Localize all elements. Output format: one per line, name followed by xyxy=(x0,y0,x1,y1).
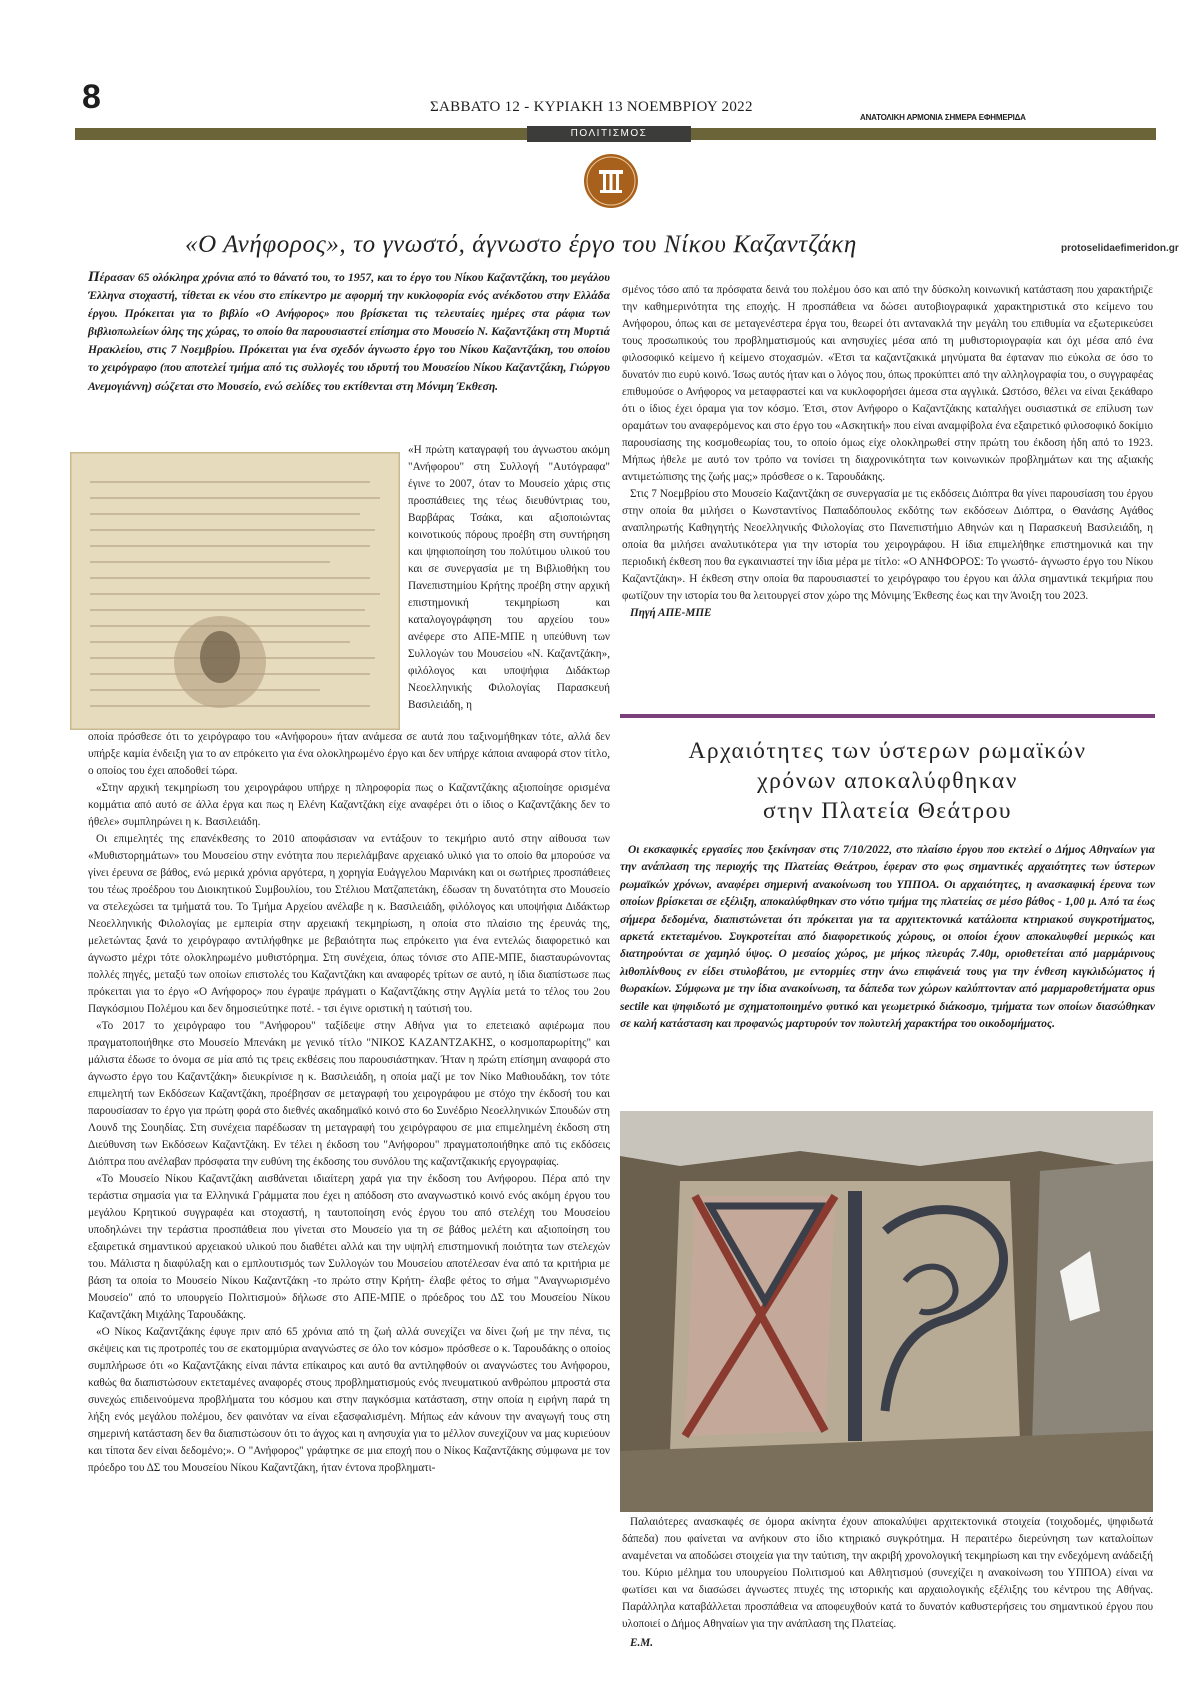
article2-signature: Ε.Μ. xyxy=(630,1637,654,1649)
article1-paragraph: «Στην αρχική τεκμηρίωση του χειρογράφου υπήρχε η πληροφορία πως ο Καζαντζάκης αξιοποίησε ορισμένα κομμάτια από αυτό σε άλλα έργα και πως η Ελένη Καζαντζάκη είχε αναφέρει ότι ο ίδιος ο Καζαντζάκης δεν το ήθελε» συμπληρώνει η κ. Βασιλειάδη. xyxy=(88,782,610,828)
article1-paragraph: «Το 2017 το χειρόγραφο του "Ανήφορου" ταξίδεψε στην Αθήνα για το επετειακό αφιέρωμα που πραγματοποιήθηκε στο Μουσείο Μπενάκη με γενικό τίτλο "ΝΙΚΟΣ ΚΑΖΑΝΤΖΑΚΗΣ, ο κοσμοπαρωρίτης" και μάλιστα έδωσε το όνομα σε μία από τις τρεις εκθέσεις που παρουσιάστηκαν. Ήταν η πρώτη επίσημη αναφορά στο άγνωστο έργο του Καζαντζάκη» διευκρίνισε η κ. Βασιλειάδη, η οποία μαζί με τον Νίκο Μαθιουδάκη, τον τότε επιμελητή των Εκδόσεων Καζαντζάκη, προέβησαν σε μεταγραφή του χειρογράφου με στόχο την έκδοσή του και παρουσίασαν το έργο για πρώτη φορά στο διεθνές ακαδημαϊκό κοινό στο 6ο Συνέδριο Νεοελληνικών Σπουδών στη Λουνδ της Σουηδίας. Στη συνέχεια παρέδωσαν τη μεταγραφή του χειρόγραφου σε μια επιμελημένη έκδοση στη Διεύθυνση των Εκδόσεων Καζαντζάκη. Εν τέλει η έκδοση του "Ανήφορου" πραγματοποιήθηκε από τις εκδόσεις Διόπτρα που ανέλαβαν πρόσφατα την ευθύνη της έκδοσης του συνόλου της καζαντζακικής εργογραφίας. xyxy=(88,1020,610,1168)
emblem-pillar-mid xyxy=(610,174,613,190)
page-number: 8 xyxy=(82,78,101,116)
article1-paragraph: Οι επιμελητές της επανέκθεσης το 2010 αποφάσισαν να εντάξουν το τεκμήριο αυτό στην αίθουσα των «Μυθιστορημάτων» του Μουσείου στην ενότητα που περιελάμβανε αρχειακό υλικό για το οποίο θα μπορούσε να γίνει έρευνα σε βάθος, ενώ μερικά χρόνια αργότερα, η χορηγία Ευάγγελου Μαρινάκη και οι σωτήριες προσπάθειες του τέως προέδρου του Διοικητικού Συμβουλίου, του Στέλιου Ματζαπετάκη, έδωσαν τη δυνατότητα στο Μουσείο να στελεχώσει τα τμήματά του. Το Τμήμα Αρχείου ανέλαβε η κ. Βασιλειάδη, φιλόλογος και υποψήφια Διδάκτωρ Νεοελληνικής Φιλολογίας με εμπειρία στην αρχειακή τεκμηρίωση, η οποία στο πλαίσιο της έρευνάς της, μελετώντας ξανά το χειρόγραφο αντιλήφθηκε με βεβαιότητα πως επρόκειτο για ένα εντελώς διαφορετικό και άγνωστο μέχρι τότε ολοκληρωμένο μυθιστόρημα. Στη συνέχεια, όπως τόνισε στο ΑΠΕ-ΜΠΕ, διασταυρώνοντας πολλές πηγές, μεταξύ των οποίων επιστολές του Καζαντζάκη και αναφορές τρίτων σε αυτό, η ίδια διαπίστωσε πως πρόκειται για το έργο «Ο Ανήφορος» που έγραψε πράγματι ο Καζαντζάκης στην Αγγλία μετά το τέλος του 2ου Παγκόσμιου Πολέμου και δεν δημοσιεύτηκε ποτέ. - τσι έγινε οριστική η ταύτισή του. xyxy=(88,833,610,1015)
article1-paragraph: σμένος τόσο από τα πρόσφατα δεινά του πολέμου όσο και από την δύσκολη κοινωνική κατάσταση που χαρακτήριζε την καθημερινότητα της εποχής. Η προσπάθεια να δώσει αυτοβιογραφικά χαρακτηριστικά στο κείμενο του Ανήφορου, όπως και σε μεταγενέστερα έργα του, θεωρεί ότι αντανακλά την μεγάλη του επιθυμία να εξωτερικεύσει τους προσωπικούς του προβληματισμούς και ανησυχίες μέσα από τη μυθιστοριογραφία και όχι μέσα από ένα φιλοσοφικό κείμενο ή κείμενο στοχασμών. «Έτσι τα καζαντζακικά μηνύματα θα έφταναν πιο εύκολα σε όσο το δυνατόν πιο ευρύ κοινό. Ίσως αυτός ήταν και ο λόγος που, όπως προκύπτει από την αλληλογραφία του, ο συγγραφέας επιθυμούσε ο Ανήφορος να μεταφραστεί και να κυκλοφορήσει άμεσα στα αγγλικά. Ωστόσο, θέλει να είναι ξεκάθαρο ότι ο ίδιος έχει όραμα για τον κόσμο. Έτσι, στον Ανήφορο ο Καζαντζάκης καταλήγει ουσιαστικά σε επίλυση των οραμάτων του αναφερόμενος και στο έργο του «Ασκητική» που είναι αναμφίβολα ένα εξαιρετικό φιλοσοφικό δοκίμιο παρουσίασης της κοσμοθεωρίας του, το οποίο όμως είχε ολοκληρωθεί στην πρώτη του έκδοση ήδη από το 1923. Μήπως ήθελε με αυτό τον τρόπο να τονίσει τη διαχρονικότητα των κοινωνικών προβλημάτων και της αξιακής αντιμετώπισης της ζωής μας;» πρόσθεσε ο κ. Ταρουδάκης. xyxy=(622,284,1153,483)
emblem-pillar-right xyxy=(616,174,619,190)
article2-body: Παλαιότερες ανασκαφές σε όμορα ακίνητα έχουν αποκαλύψει αρχιτεκτονικά στοιχεία (τοιχοδομές, ψηφιδωτά δάπεδα) που φαίνεται να ανήκουν στο ίδιο κτηριακό συγκρότημα. Η περαιτέρω διερεύνηση των καταλοίπων αναμένεται να αποδώσει στοιχεία για την ταύτιση, την ακριβή χρονολογική τεκμηρίωση και την ενδεχόμενη ανάδειξή του. Κύριο μέλημα του υπουργείου Πολιτισμού και Αθλητισμού (συνεχίζει η ανακοίνωση του ΥΠΠΟΑ) είναι να φωτίσει και να διασώσει άγνωστες πτυχές της ιστορικής και αρχαιολογικής εξέλιξης του κέντρου της Αθήνας. Παράλληλα καταβάλλεται προσπάθεια να αποφευχθούν κατά το δυνατόν καθυστερήσεις του σημαντικού έργου που υλοποιεί ο Δήμος Αθηναίων για την ανάπλαση της Πλατείας. xyxy=(622,1516,1153,1630)
article1-lead: Πέρασαν 65 ολόκληρα χρόνια από το θάνατό του, το 1957, και το έργο του Νίκου Καζαντζάκη, του μεγάλου Έλληνα στοχαστή, τίθεται εκ νέου στο επίκεντρο με αφορμή την κυκλοφορία ενός ανέκδοτου στην Ελλάδα έργου. Πρόκειται για το βιβλίο «Ο Ανήφορος» που βρίσκεται τις τελευταίες ημέρες στα ράφια των βιβλιοπωλείων όλης της χώρας, το οποίο θα παρουσιαστεί επίσημα στο Μουσείο Ν. Καζαντζάκη στη Μυρτιά Ηρακλείου, στις 7 Νοεμβρίου. Πρόκειται για ένα σχεδόν άγνωστο έργο του Νίκου Καζαντζάκη, του οποίου το χειρόγραφο (που αποτελεί τμήμα από τις συλλογές του ιδρυτή του Μουσείου Νίκου Καζαντζάκη, Γιώργου Ανεμογιάννη) σώζεται στο Μουσείο, ενώ σελίδες του εκτίθενται στη Μόνιμη Έκθεση. xyxy=(88,269,610,393)
article2-headline-line: χρόνων αποκαλύφθηκαν xyxy=(757,768,1018,794)
mosaic-image xyxy=(620,1111,1153,1512)
masthead-logo: ΑΝΑΤΟΛΙΚΗ ΑΡΜΟΝΙΑ ΣΗΜΕΡΑ ΕΦΗΜΕΡΙΔΑ xyxy=(860,113,1026,122)
manuscript-image xyxy=(70,452,400,730)
emblem-base xyxy=(600,190,622,193)
article2-lead: Οι εκσκαφικές εργασίες που ξεκίνησαν στις 7/10/2022, στο πλαίσιο έργου που εκτελεί ο Δήμος Αθηναίων για την ανάπλαση της περιοχής της Πλατείας Θεάτρου, έφεραν στο φως σημαντικές αρχαιότητες των ύστερων ρωμαϊκών χρόνων, αναφέρει σημερινή ανακοίνωση του ΥΠΠΟΑ. Οι αρχαιότητες, η ανασκαφική έρευνα των οποίων βρίσκεται σε εξέλιξη, αποκαλύφθηκαν στο νότιο τμήμα της πλατείας σε μέσο βάθος - 1,00 μ. Από τα έως σήμερα δεδομένα, διαπιστώνεται ότι πρόκειται για τα αρχιτεκτονικά κατάλοιπα κτηριακού συγκροτήματος, αρκετά εκτεταμένου. Συγκροτείται από διαφορετικούς χώρους, οι οποίοι έχουν αποκαλυφθεί μερικώς και διατηρούνται σε χαμηλό ύψος. Ο μεσαίος χώρος, με μήκος πλευράς 7.40μ, οριοθετείται από μαρμάρινους λιθοπλίνθους εν είδει στυλοβάτου, με εντορμίες στην άνω επιφάνειά τους για την ένθεση κιγκλιδώματος ή θωρακίων. Σύμφωνα με την ίδια ανακοίνωση, τα δάπεδα των χώρων καλύπτονταν από μαρμαροθετήματα opus sectile και ψηφιδωτό με σχηματοποιημένο φυτικό και γεωμετρικό διάκοσμο, τμήματα των οποίων διασώθηκαν σε καλή κατάσταση και προφανώς μαρτυρούν τον πολυτελή χαρακτήρα του οικοδομήματος. xyxy=(620,844,1155,1031)
article1-paragraph: οποία πρόσθεσε ότι το χειρόγραφο του «Ανήφορου» ήταν ανάμεσα σε αυτά που ταξινομήθηκαν τότε, αλλά δεν υπήρξε καμία ένδειξη για το αν επρόκειτο για ένα ολοκληρωμένο έργο και δεν υπήρχε κάποια αναφορά στον τίτλο, ο οποίος του έχει αποδοθεί τώρα. xyxy=(88,731,610,777)
section-divider xyxy=(620,714,1155,718)
article1-paragraph: «Το Μουσείο Νίκου Καζαντζάκη αισθάνεται ιδιαίτερη χαρά για την έκδοση του Ανήφορου. Πέρα από την τεράστια σημασία για τα Ελληνικά Γράμματα που έχει η απόδοση στο αναγνωστικό κοινό ενός ακόμη έργου του μεγάλου Κρητικού συγγραφέα και στοχαστή, η ταυτοποίηση ενός έργου του από στελέχη του Μουσείου υποδηλώνει την τεράστια προσπάθεια που γίνεται στο Μουσείο για τη σε βάθος μελέτη και αξιοποίηση του εξαιρετικά σημαντικού αρχειακού υλικού που διαθέτει αλλά και την υψηλή επιστημονική ποιότητα των στελεχών του. Μάλιστα η διαφύλαξη και ο εμπλουτισμός των Συλλογών του Μουσείου αποτέλεσαν ένα από τα κριτήρια με βάση τα οποία το Μουσείο Νίκου Καζαντζάκη -το πρώτο στην Κρήτη- έλαβε φέτος το σήμα "Αναγνωρισμένο Μουσείο" από το υπουργείο Πολιτισμού» δήλωσε στο ΑΠΕ-ΜΠΕ ο πρόεδρος του ΔΣ του Μουσείου Νίκου Καζαντζάκη Μιχάλης Ταρουδάκης. xyxy=(88,1173,610,1321)
article2-headline-line: στην Πλατεία Θεάτρου xyxy=(762,798,1013,824)
emblem-capital xyxy=(599,170,623,174)
issue-date: ΣΑΒΒΑΤΟ 12 - ΚΥΡΙΑΚΗ 13 ΝΟΕΜΒΡΙΟΥ 2022 xyxy=(430,99,753,115)
section-tag: ΠΟΛΙΤΙΣΜΟΣ xyxy=(527,126,691,142)
article2-body-block xyxy=(622,1514,1153,1652)
article1-body-right xyxy=(622,282,1153,622)
article1-paragraph: «Ο Νίκος Καζαντζάκης έφυγε πριν από 65 χρόνια από τη ζωή αλλά συνεχίζει να δίνει ζωή με την πένα, τις σκέψεις και τις προτροπές του σε εκατομμύρια αναγνώστες σε όλο τον κόσμο» πρόσθεσε ο κ. Ταρουδάκης ο οποίος συμπλήρωσε ότι «ο Καζαντζάκης είναι πάντα επίκαιρος και αυτό θα αντιληφθούν οι αναγνώστες του Ανήφορου, καθώς θα διαπιστώσουν εκτεταμένες αναφορές στους προβληματισμούς ενός πνευματικού ανθρώπου μπροστά στα συνεχώς επιδεινούμενα προβλήματα του κόσμου και στην παγκόσμια κατάσταση, στην οποία η ειρήνη παρά τη λήξη ενός μεγάλου πολέμου, δεν φαινόταν να είναι εξασφαλισμένη. Μήπως εάν κάνουν την αναγωγή τους στη σημερινή κατάσταση δεν θα διαπιστώσουν ότι το άγχος και η ανησυχία για το μέλλον συνεχίζουν να μας κυριεύουν και τίποτα δεν είναι δεδομένο;». Ο "Ανήφορος" γράφτηκε σε μια εποχή που ο Νίκος Καζαντζάκης σύμφωνα με τον πρόεδρο του ΔΣ του Μουσείου Νίκου Καζαντζάκη, ήταν έντονα προβληματι- xyxy=(88,1326,610,1474)
article2-headline-line: Αρχαιότητες των ύστερων ρωμαϊκών xyxy=(688,738,1087,764)
article1-source: Πηγή ΑΠΕ-ΜΠΕ xyxy=(630,607,712,619)
column-emblem-icon xyxy=(583,153,639,209)
article1-body-left xyxy=(88,729,610,1477)
article1-paragraph: Στις 7 Νοεμβρίου στο Μουσείο Καζαντζάκη σε συνεργασία με τις εκδόσεις Διόπτρα θα γίνει παρουσίαση του έργου στην οποία θα μιλήσει ο Κωνσταντίνος Παπαδόπουλος εκδότης των εκδόσεων Διόπτρα, ο Θανάσης Αγάθος αναπληρωτής Καθηγητής Νεοελληνικής Φιλολογίας στο Πανεπιστήμιο Αθηνών και η Παρασκευή Βασιλειάδη, η οποία θα μιλήσει αναλυτικότερα για την ιστορία του χειρογράφου. Η ίδια επιμελήθηκε επιστημονικά και την περιοδική έκθεση που θα εγκαινιαστεί την ίδια μέρα με τίτλο: «Ο ΑΝΗΦΟΡΟΣ: Το γνωστό- άγνωστο έργο του Νίκου Καζαντζάκη». Η έκθεση στην οποία θα παρουσιαστεί το χειρόγραφο του έργου και άλλα σημαντικά τεκμήρια που φωτίζουν την ιστορία του θα λειτουργεί στον χώρο της Μόνιμης Έκθεσης έως και την Άνοιξη του 2023. xyxy=(622,488,1153,602)
manuscript-photo xyxy=(70,452,400,730)
source-watermark: protoselidaefimeridon.gr xyxy=(1061,243,1179,254)
mosaic-photo xyxy=(620,1111,1153,1512)
article1-headline: «Ο Ανήφορος», το γνωστό, άγνωστο έργο του Νίκου Καζαντζάκη xyxy=(185,231,857,258)
emblem-pillar-left xyxy=(603,174,606,190)
article2-headline xyxy=(620,736,1155,826)
article1-intro-column: «Η πρώτη καταγραφή του άγνωστου ακόμη "Ανήφορου" στη Συλλογή "Αυτόγραφα" έγινε το 2007, όταν το Μουσείο χάρις στις προσπάθειες της τέως διευθύντριας του, Βαρβάρας Τσάκα, και αξιοποιώντας κοινοτικούς πόρους προέβη στη συντήρηση και ψηφιοποίηση του πολύτιμου υλικού του και σε συνεργασία με τη Βιβλιοθήκη του Πανεπιστημίου Κρήτης προέβη στην αρχική επιστημονική τεκμηρίωση και καταλογογράφηση του αρχείου του» ανέφερε στο ΑΠΕ-ΜΠΕ η υπεύθυνη των Συλλογών του Μουσείου «Ν. Καζαντζάκη», φιλόλογος και υποψήφια Διδάκτωρ Νεοελληνικής Φιλολογίας Παρασκευή Βασιλειάδη, η xyxy=(408,444,610,711)
